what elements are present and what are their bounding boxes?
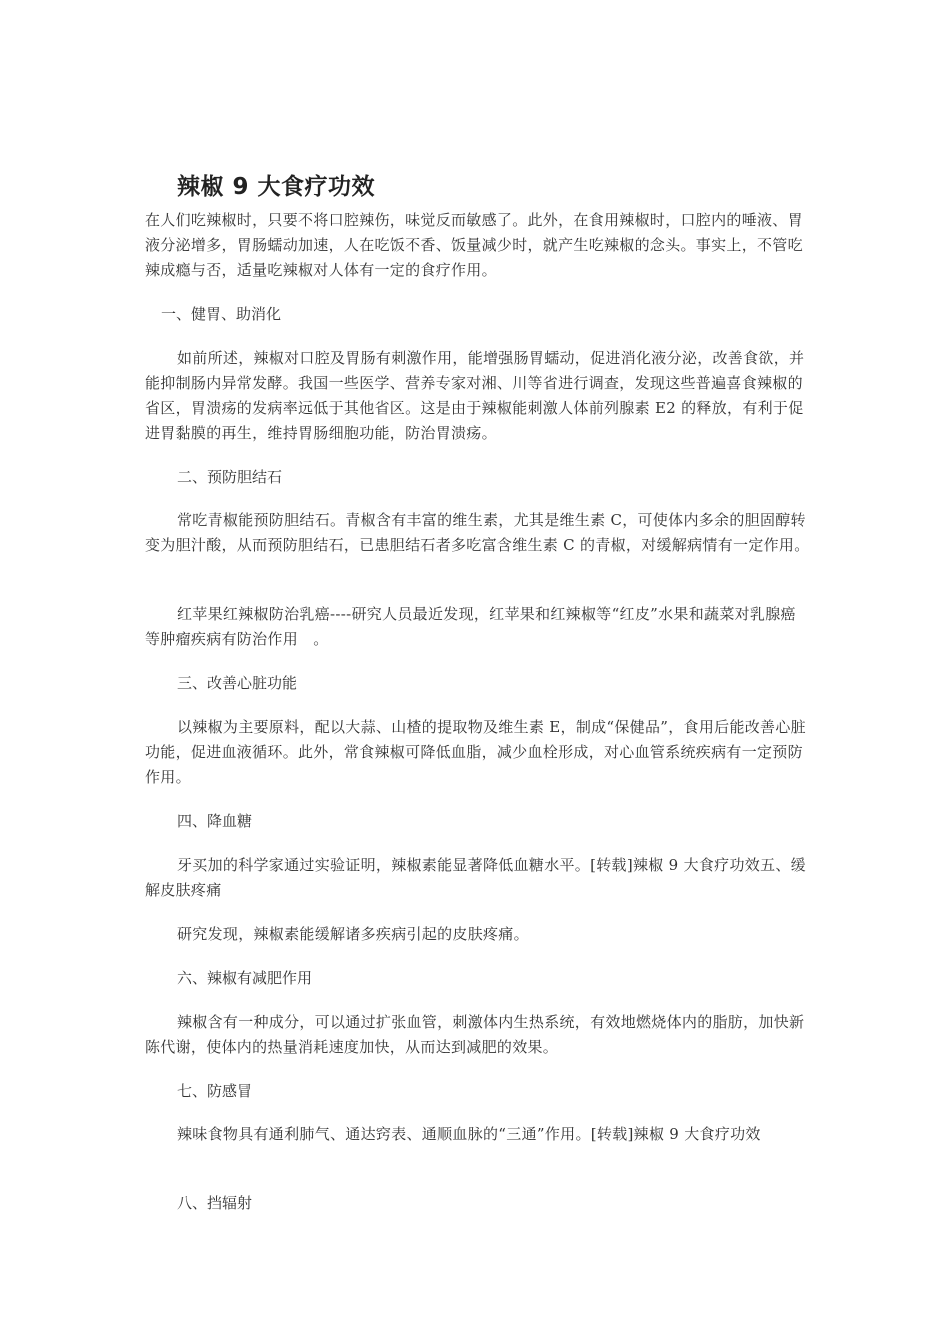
section-body-5: 研究发现，辣椒素能缓解诸多疾病引起的皮肤疼痛。 xyxy=(177,925,529,943)
section-body-1: 如前所述，辣椒对口腔及胃肠有刺激作用，能增强肠胃蠕动，促进消化液分泌，改善食欲，并能抑制肠内异常发酵。我国一些医学、营养专家对湘、川等省进行调查，发现这些普遍喜食辣椒的省区，胃溃疡的发病率远低于其他省区。这是由于辣椒能刺激人体前列腺素 E2 的释放，有利于促进胃黏膜的再生，维持胃肠细胞功能，防治胃溃疡。 xyxy=(145,349,805,442)
intro-paragraph: 在人们吃辣椒时，只要不将口腔辣伤，味觉反而敏感了。此外，在食用辣椒时，口腔内的唾液、胃液分泌增多，胃肠蠕动加速，人在吃饭不香、饭量减少时，就产生吃辣椒的念头。事实上，不管吃辣成瘾与否，适量吃辣椒对人体有一定的食疗作用。 xyxy=(145,211,803,279)
section-body-4: 牙买加的科学家通过实验证明，辣椒素能显著降低血糖水平。[转载]辣椒 9 大食疗功效五、缓解皮肤疼痛 xyxy=(145,856,806,899)
section-body-7: 辣味食物具有通利肺气、通达窍表、通顺血脉的“三通”作用。[转载]辣椒 9 大食疗功效 xyxy=(177,1125,761,1143)
page-title: 辣椒 9 大食疗功效 xyxy=(177,174,376,200)
section-heading-6: 六、辣椒有减肥作用 xyxy=(177,969,313,987)
section-heading-3: 三、改善心脏功能 xyxy=(177,674,298,692)
section-body-2: 常吃青椒能预防胆结石。青椒含有丰富的维生素，尤其是维生素 C，可使体内多余的胆固醇转变为胆汁酸，从而预防胆结石，已患胆结石者多吃富含维生素 C 的青椒，对缓解病情有一定作用。 xyxy=(145,511,810,554)
section-body-6: 辣椒含有一种成分，可以通过扩张血管，刺激体内生热系统，有效地燃烧体内的脂肪，加快新陈代谢，使体内的热量消耗速度加快，从而达到减肥的效果。 xyxy=(145,1013,805,1056)
section-heading-2: 二、预防胆结石 xyxy=(177,468,283,486)
section-heading-4: 四、降血糖 xyxy=(177,812,253,830)
section-heading-1: 一、健胃、助消化 xyxy=(161,305,282,323)
section-body-3: 以辣椒为主要原料，配以大蒜、山楂的提取物及维生素 E，制成“保健品”，食用后能改善心脏功能，促进血液循环。此外，常食辣椒可降低血脂，减少血栓形成，对心血管系统疾病有一定预防作用。 xyxy=(145,718,806,786)
section-heading-8: 八、挡辐射 xyxy=(177,1194,253,1212)
section-extra-2: 红苹果红辣椒防治乳癌----研究人员最近发现，红苹果和红辣椒等“红皮”水果和蔬菜对乳腺癌等肿瘤疾病有防治作用 。 xyxy=(145,605,796,648)
section-heading-7: 七、防感冒 xyxy=(177,1082,253,1100)
